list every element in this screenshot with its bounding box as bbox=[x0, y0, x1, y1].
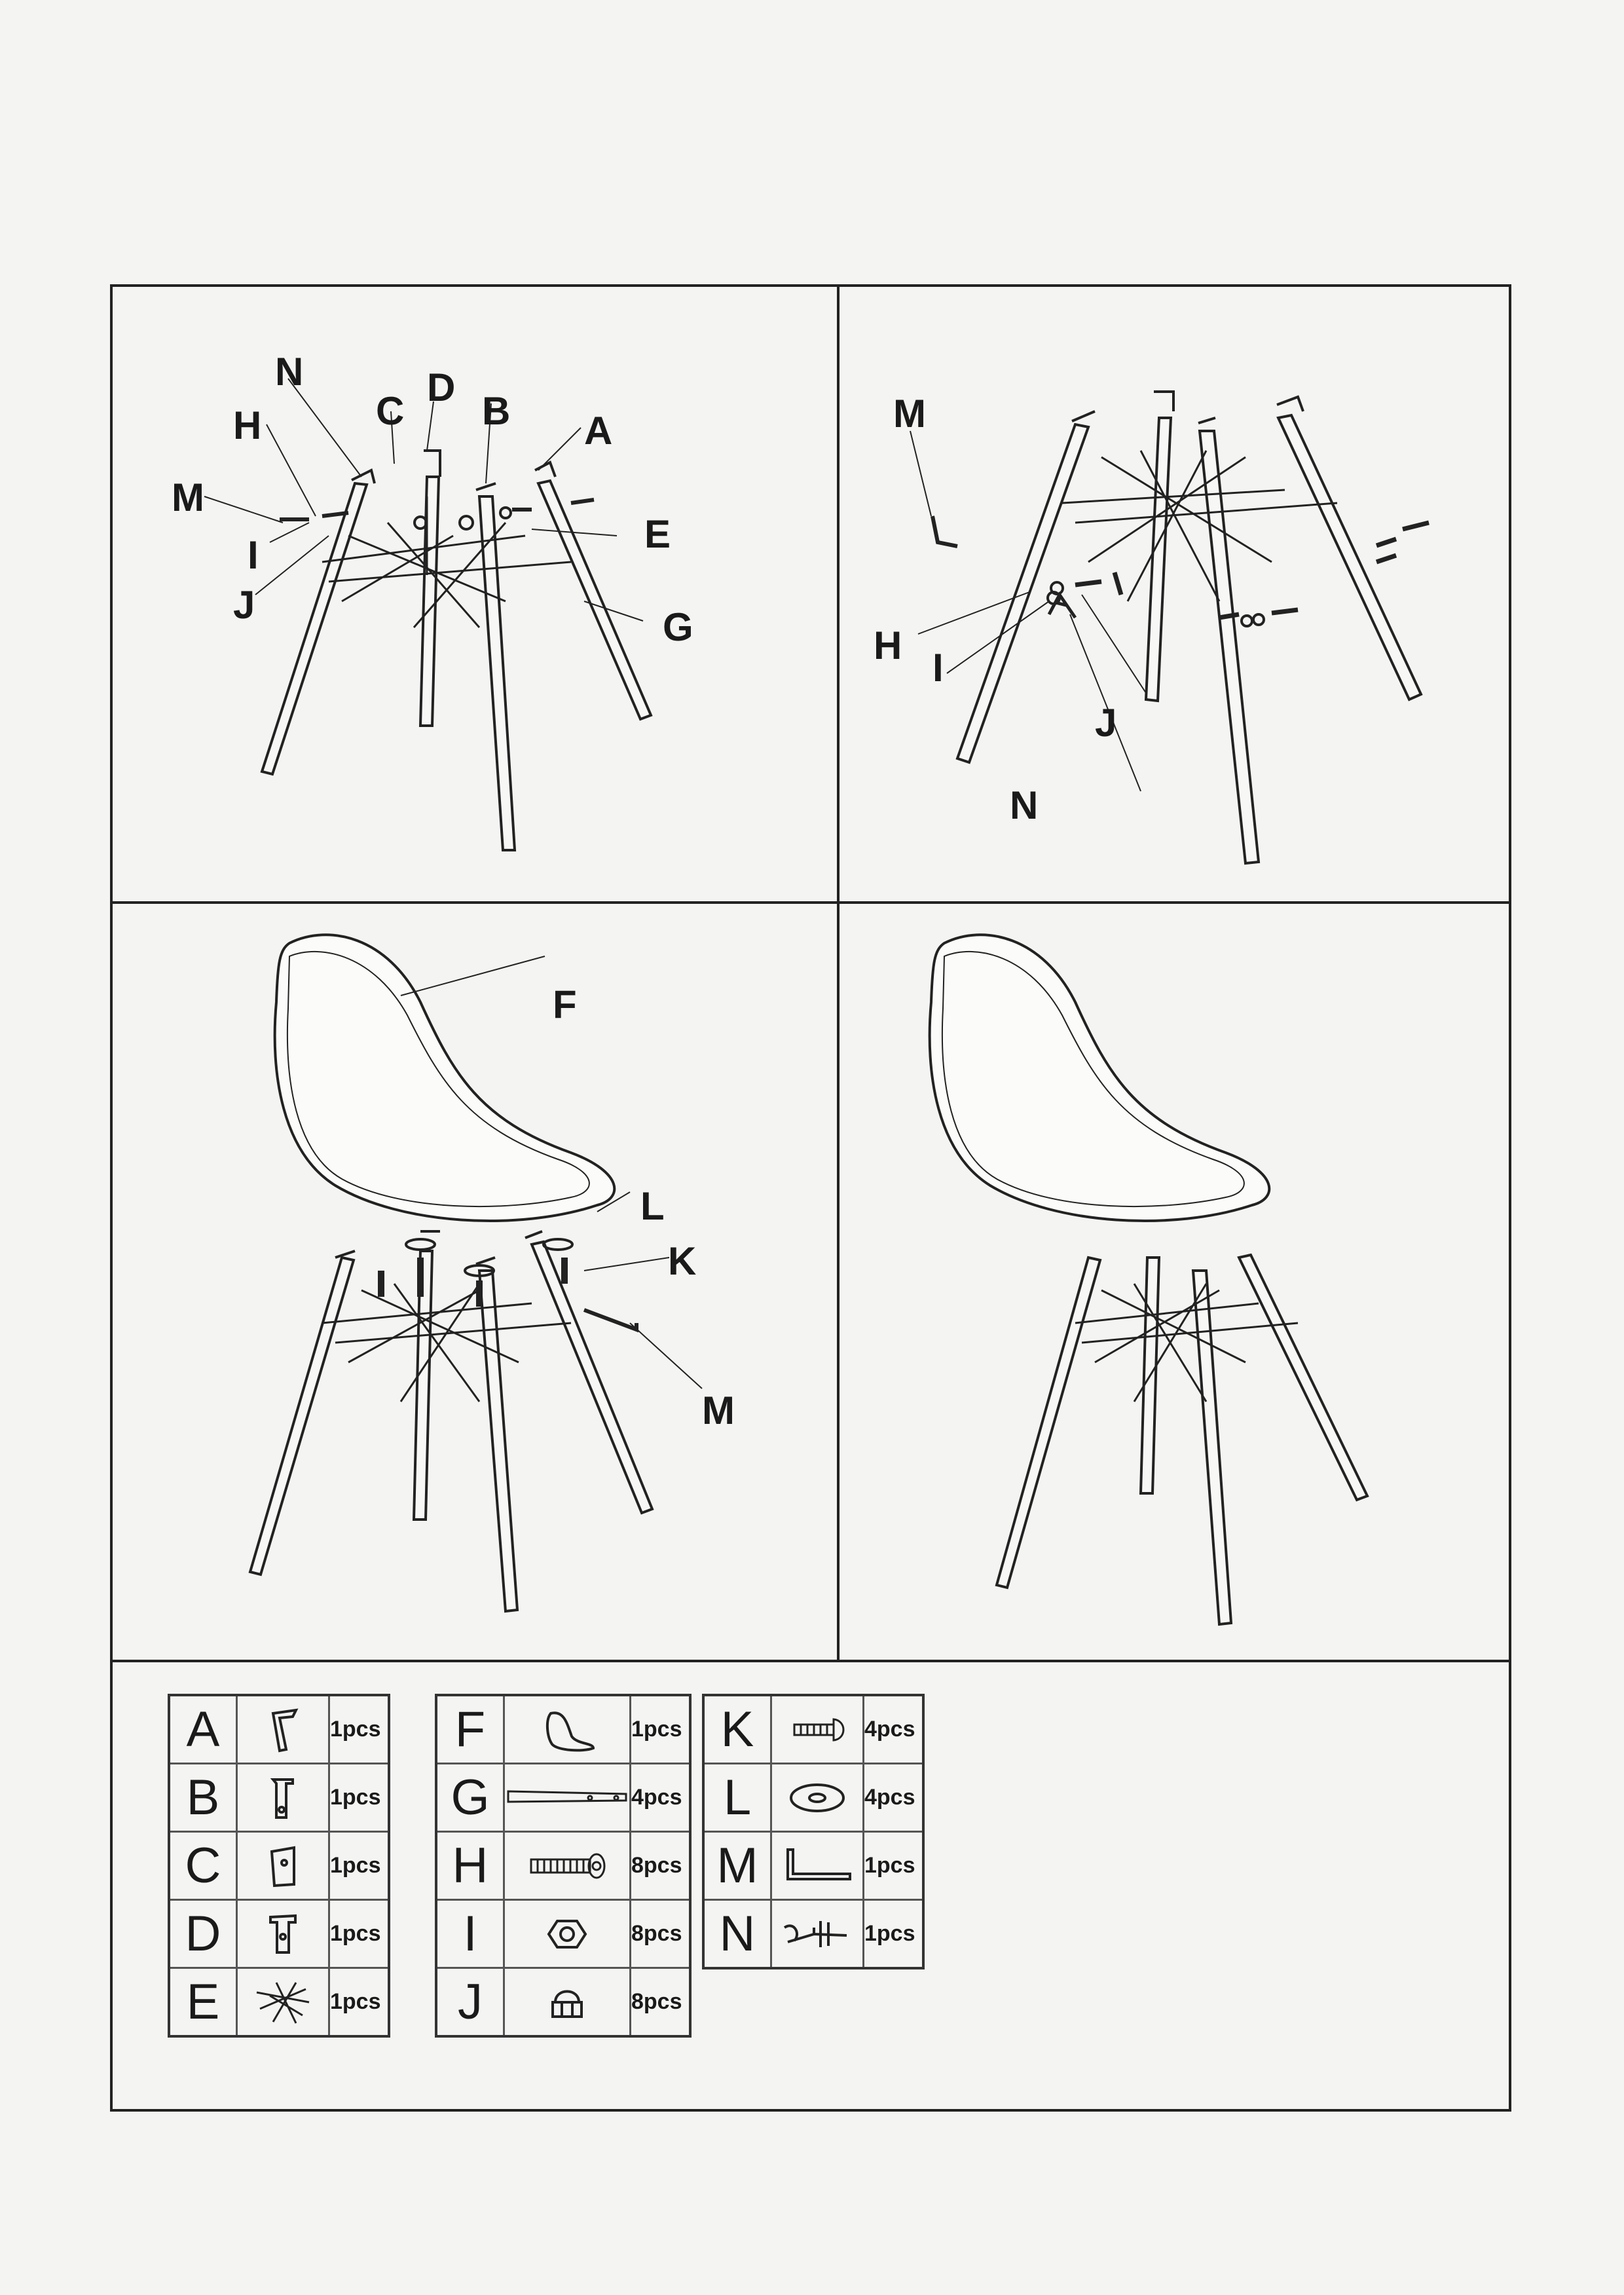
parts-row-l bbox=[703, 1764, 923, 1832]
parts-table-col1 bbox=[168, 1694, 390, 2038]
part-quantity: 1pcs bbox=[864, 1900, 923, 1969]
cross-frame-icon bbox=[250, 1976, 316, 2028]
part-letter: H bbox=[436, 1832, 504, 1900]
parts-table-col3 bbox=[702, 1694, 925, 1969]
part-letter: D bbox=[169, 1900, 237, 1968]
step1-label-g: G bbox=[663, 605, 693, 649]
step3-label-f: F bbox=[553, 982, 577, 1026]
step3-seat-assembly-drawing bbox=[113, 904, 836, 1658]
bracket-c-icon bbox=[260, 1840, 306, 1892]
parts-row-h bbox=[436, 1832, 690, 1900]
part-quantity: 1pcs bbox=[329, 1764, 389, 1832]
divider-horizontal-bottom bbox=[111, 1660, 1510, 1662]
parts-row-f bbox=[436, 1695, 690, 1764]
bracket-b-icon bbox=[260, 1772, 306, 1824]
parts-row-d bbox=[169, 1900, 389, 1968]
part-quantity: 8pcs bbox=[631, 1900, 690, 1968]
part-letter: C bbox=[169, 1832, 237, 1900]
step3-label-l: L bbox=[640, 1184, 665, 1228]
step2-label-n: N bbox=[1010, 783, 1039, 827]
parts-row-g bbox=[436, 1764, 690, 1832]
part-letter: A bbox=[169, 1695, 237, 1764]
part-quantity: 1pcs bbox=[631, 1695, 690, 1764]
part-quantity: 1pcs bbox=[329, 1900, 389, 1968]
part-quantity: 8pcs bbox=[631, 1832, 690, 1900]
part-letter: L bbox=[703, 1764, 771, 1832]
washer-icon bbox=[781, 1772, 853, 1824]
step1-label-i: I bbox=[248, 533, 259, 577]
step2-label-j: J bbox=[1095, 701, 1117, 745]
part-letter: J bbox=[436, 1968, 504, 2037]
parts-row-k bbox=[703, 1695, 923, 1764]
bracket-d-icon bbox=[260, 1908, 306, 1960]
step2-label-h: H bbox=[874, 624, 902, 667]
step1-label-h: H bbox=[233, 403, 262, 447]
part-quantity: 1pcs bbox=[329, 1695, 389, 1764]
part-quantity: 4pcs bbox=[864, 1695, 923, 1764]
parts-row-m bbox=[703, 1832, 923, 1900]
bracket-a-icon bbox=[260, 1704, 306, 1756]
step1-label-m: M bbox=[172, 476, 204, 519]
step1-label-a: A bbox=[584, 409, 613, 453]
part-letter: N bbox=[703, 1900, 771, 1969]
step3-label-k: K bbox=[668, 1239, 697, 1283]
step1-leg-frame-drawing bbox=[113, 287, 836, 900]
step3-panel bbox=[113, 904, 836, 1658]
nut-icon bbox=[541, 1908, 593, 1960]
part-quantity: 1pcs bbox=[864, 1832, 923, 1900]
part-letter: I bbox=[436, 1900, 504, 1968]
step2-leg-frame-drawing bbox=[840, 287, 1509, 900]
parts-row-n bbox=[703, 1900, 923, 1969]
step1-label-b: B bbox=[482, 389, 511, 433]
wrench-icon bbox=[775, 1908, 860, 1960]
part-letter: E bbox=[169, 1968, 237, 2037]
parts-row-e bbox=[169, 1968, 389, 2037]
step2-panel bbox=[840, 287, 1509, 900]
parts-row-a bbox=[169, 1695, 389, 1764]
parts-row-c bbox=[169, 1832, 389, 1900]
part-quantity: 4pcs bbox=[864, 1764, 923, 1832]
step1-label-c: C bbox=[376, 389, 405, 433]
seat-shell-icon bbox=[531, 1704, 603, 1756]
step4-finished-chair-drawing bbox=[840, 904, 1509, 1658]
part-quantity: 4pcs bbox=[631, 1764, 690, 1832]
part-letter: M bbox=[703, 1832, 771, 1900]
step4-panel bbox=[840, 904, 1509, 1658]
cap-nut-icon bbox=[541, 1976, 593, 2028]
wooden-leg-icon bbox=[505, 1772, 629, 1824]
step2-label-m: M bbox=[893, 392, 926, 436]
step1-label-d: D bbox=[427, 365, 456, 409]
step1-label-n: N bbox=[275, 350, 304, 394]
allen-key-icon bbox=[775, 1840, 860, 1892]
bolt-short-icon bbox=[781, 1704, 853, 1756]
part-quantity: 1pcs bbox=[329, 1832, 389, 1900]
part-letter: G bbox=[436, 1764, 504, 1832]
part-letter: K bbox=[703, 1695, 771, 1764]
step1-label-j: J bbox=[233, 583, 255, 627]
step1-panel bbox=[113, 287, 836, 900]
parts-row-i bbox=[436, 1900, 690, 1968]
step2-label-i: I bbox=[932, 646, 944, 690]
step3-label-m: M bbox=[702, 1389, 735, 1432]
step1-label-e: E bbox=[644, 512, 671, 556]
parts-table-col2 bbox=[435, 1694, 692, 2038]
part-quantity: 8pcs bbox=[631, 1968, 690, 2037]
part-letter: B bbox=[169, 1764, 237, 1832]
part-quantity: 1pcs bbox=[329, 1968, 389, 2037]
parts-row-b bbox=[169, 1764, 389, 1832]
part-letter: F bbox=[436, 1695, 504, 1764]
parts-row-j bbox=[436, 1968, 690, 2037]
bolt-long-icon bbox=[518, 1840, 616, 1892]
